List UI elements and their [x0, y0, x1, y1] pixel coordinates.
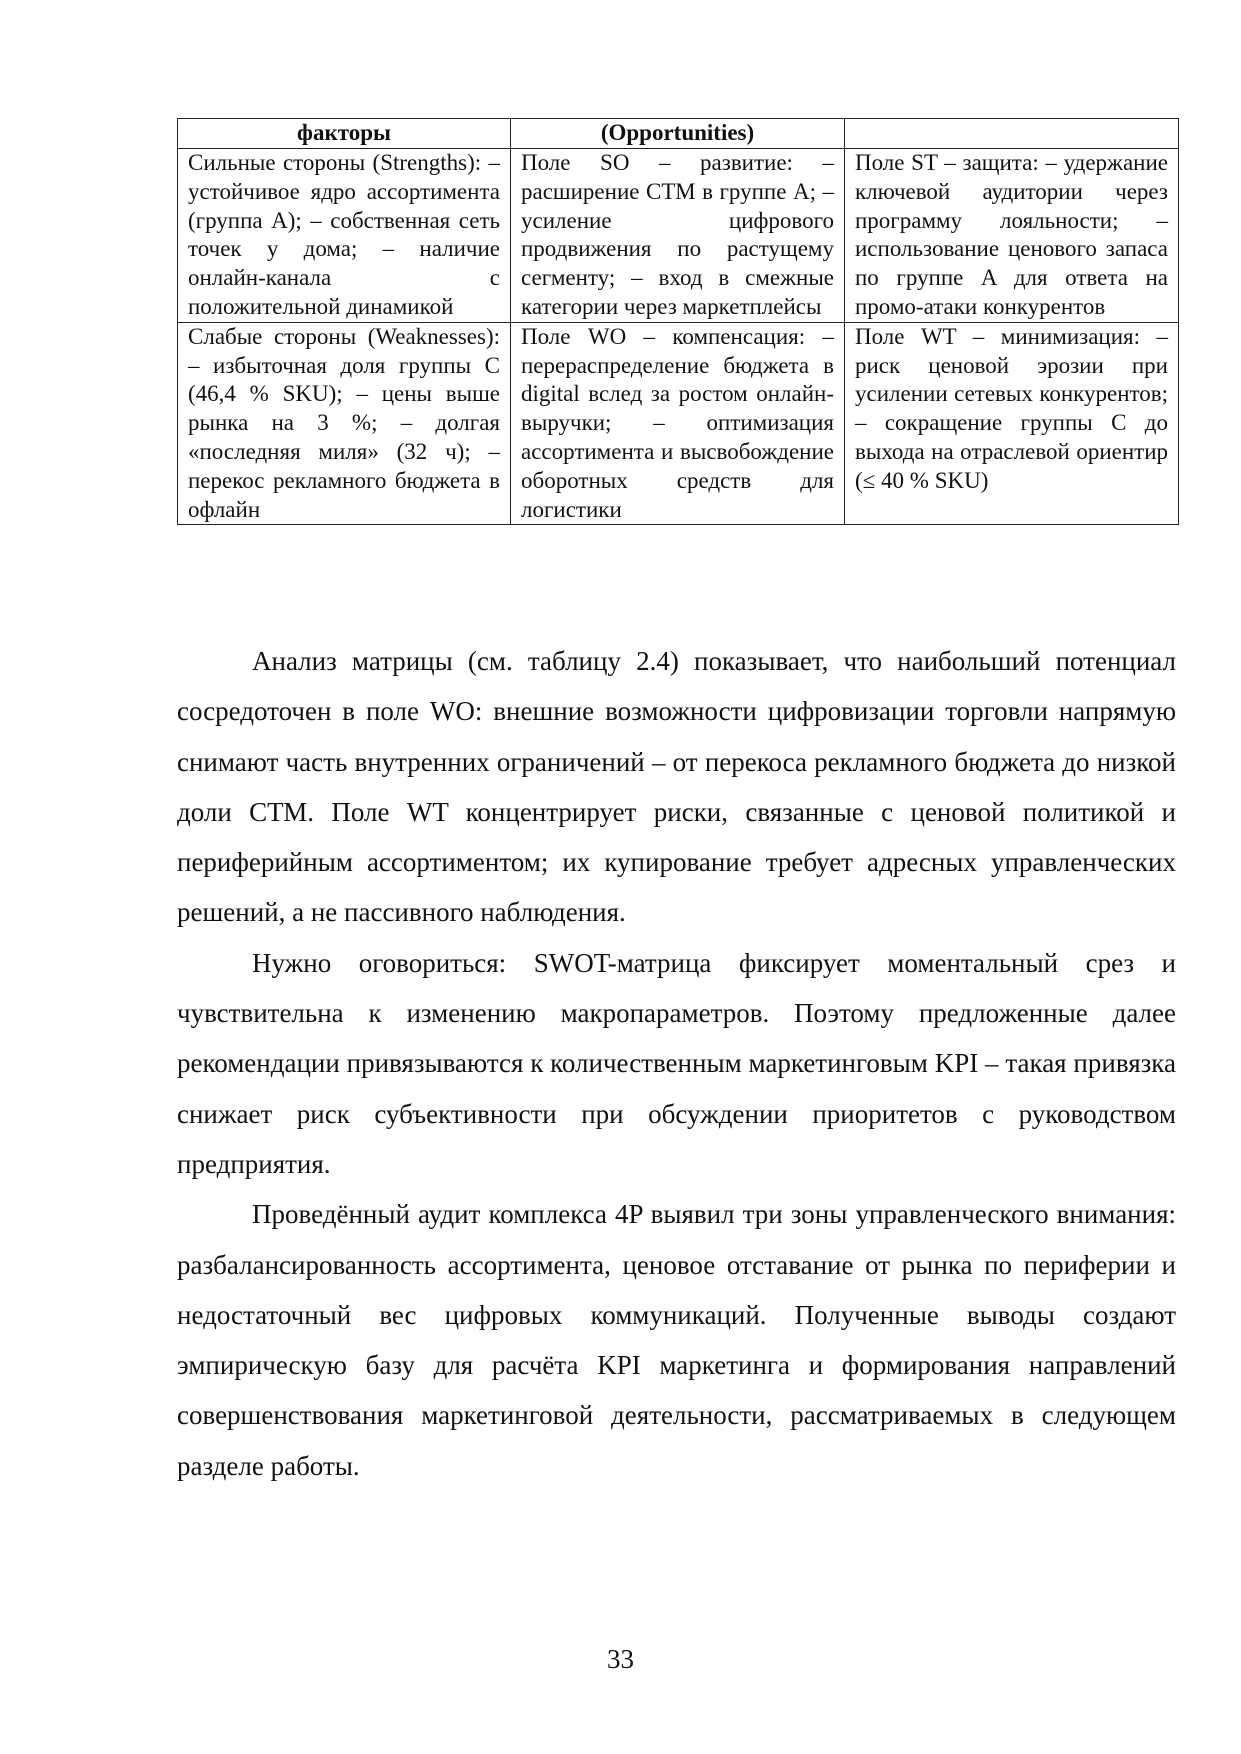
st-field-cell: Поле ST – защита: – удержание ключевой аудитории через программу лояльности; – использование ценового запаса по группе A для ответа на промо-атаки конкурентов: [845, 149, 1179, 323]
wt-field-cell: Поле WT – минимизация: – риск ценовой эрозии при усилении сетевых конкурентов; – сокращение группы C до выхода на отраслевой ориентир (≤ 40 % SKU): [845, 322, 1179, 525]
table-header-row: [178, 119, 1179, 149]
swot-matrix-table: [177, 118, 1179, 525]
body-text: [177, 636, 1176, 1491]
table-row-strengths: [178, 149, 1179, 323]
header-cell-factors: факторы: [178, 119, 511, 149]
header-cell-threats: [845, 119, 1179, 149]
page-number: 33: [607, 1644, 634, 1674]
so-field-cell: Поле SO – развитие: – расширение СТМ в группе A; – усиление цифрового продвижения по растущему сегменту; – вход в смежные категории через маркетплейсы: [511, 149, 845, 323]
weaknesses-cell: Слабые стороны (Weaknesses): – избыточная доля группы C (46,4 % SKU); – цены выше рынка на 3 %; – долгая «последняя миля» (32 ч); – перекос рекламного бюджета в офлайн: [178, 322, 511, 525]
header-cell-opportunities: (Opportunities): [511, 119, 845, 149]
paragraph-matrix-analysis: Анализ матрицы (см. таблицу 2.4) показывает, что наибольший потенциал сосредоточен в поле WO: внешние возможности цифровизации торговли напрямую снимают часть внутренних ограничений – от перекоса рекламного бюджета до низкой доли СТМ. Поле WT концентрирует риски, связанные с ценовой политикой и периферийным ассортиментом; их купирование требует адресных управленческих решений, а не пассивного наблюдения.: [177, 646, 1176, 928]
wo-field-cell: Поле WO – компенсация: – перераспределение бюджета в digital вслед за ростом онлайн-выручки; – оптимизация ассортимента и высвобождение оборотных средств для логистики: [511, 322, 845, 525]
strengths-cell: Сильные стороны (Strengths): – устойчивое ядро ассортимента (группа A); – собственная сеть точек у дома; – наличие онлайн-канала с положительной динамикой: [178, 149, 511, 323]
paragraph-swot-caveat: Нужно оговориться: SWOT-матрица фиксирует моментальный срез и чувствительна к изменению макропараметров. Поэтому предложенные далее рекомендации привязываются к количественным маркетинговым KPI – такая привязка снижает риск субъективности при обсуждении приоритетов с руководством предприятия.: [177, 947, 1176, 1179]
table-row-weaknesses: [178, 322, 1179, 525]
paragraph-4p-audit-conclusion: Проведённый аудит комплекса 4P выявил три зоны управленческого внимания: разбалансированность ассортимента, ценовое отставание от рынка по периферии и недостаточный вес цифровых коммуникаций. Полученные выводы создают эмпирическую базу для расчёта KPI маркетинга и формирования направлений совершенствования маркетинговой деятельности, рассматриваемых в следующем разделе работы.: [177, 1199, 1176, 1481]
